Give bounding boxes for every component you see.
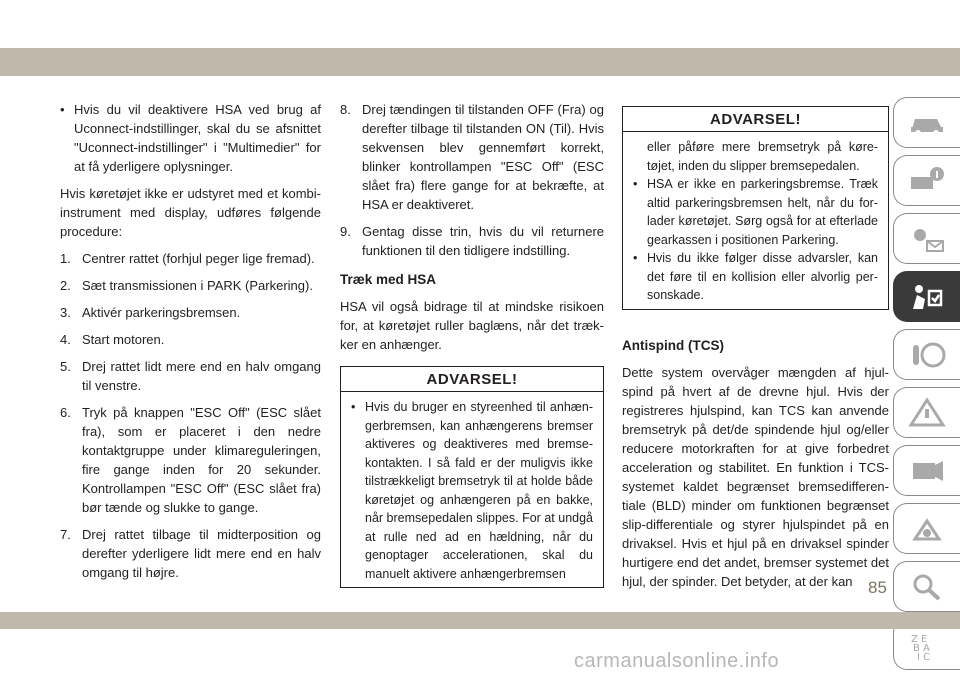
start-drive-icon[interactable] [893, 329, 960, 380]
airbag-person-icon[interactable] [893, 271, 960, 322]
maintenance-icon[interactable] [893, 445, 960, 496]
header-band [0, 48, 960, 76]
column-2 [340, 100, 604, 596]
svg-text:I C: I C [917, 651, 931, 661]
warning-continuation: eller påføre mere bremsetryk på køre-tøjet, inden du slipper bremsepedalen. [647, 140, 878, 173]
step-item: 4. Start motoren. [60, 332, 165, 347]
breakdown-triangle-icon[interactable] [893, 387, 960, 438]
column-3 [622, 106, 889, 599]
warning-box [340, 366, 604, 588]
warning-title: ADVARSEL! [623, 107, 888, 132]
list-item: • Hvis du vil deaktivere HSA ved brug af Uconnect-indstillinger, skal du se afsnittet "Uconnect-indstillinger" i "Multimedier" for at få yderligere oplysninger. [60, 102, 321, 174]
warning-lights-icon[interactable] [893, 213, 960, 264]
step-item: 2. Sæt transmissionen i PARK (Parkering). [60, 278, 313, 293]
paragraph: HSA vil også bidrage til at mindske risikoen for, at køretøjet ruller baglæns, når det træk-ker en anhænger. [340, 299, 604, 352]
warning-bullet: • Hvis du bruger en styreenhed til anhæn-gerbremsen, kan anhængerens bremser aktiveres og deaktiveres med bremse-kontakten. I så fald er der muligvis ikke tilstrækkeligt bremsetryk til at holde både køretøjet og anhængeren på en bakke, når bremsepedalen slippes. For at undgå at rulle ned ad en hældning, når du genoptager accelerationen, skal du manuelt aktivere anhængerbremsen [351, 400, 593, 581]
step-item: 1. Centrer rattet (forhjul peger lige fremad). [60, 251, 315, 266]
search-icon[interactable] [893, 561, 960, 612]
watermark: carmanualsonline.info [574, 650, 780, 672]
step-item: 9. Gentag disse trin, hvis du vil returnere funktionen til den tidligere indstilling. [340, 224, 604, 258]
page-number: 85 [868, 578, 887, 597]
info-icon[interactable] [893, 155, 960, 206]
step-item: 7. Drej rattet tilbage til midterposition og derefter yderligere lidt mere end en halv omgang til højre. [60, 527, 321, 580]
chapter-tabs [893, 97, 960, 677]
column-1 [60, 100, 321, 590]
paragraph: Hvis køretøjet ikke er udstyret med et kombi-instrument med display, udføres følgende procedure: [60, 186, 321, 239]
section-heading: Træk med HSA [340, 272, 437, 287]
step-item: 5. Drej rattet lidt mere end en halv omgang til venstre. [60, 359, 321, 393]
warning-bullet: • Hvis du ikke følger disse advarsler, kan det føre til en kollision eller alvorlig per-sonskade. [633, 251, 878, 302]
footer-band [0, 612, 960, 629]
section-heading: Antispind (TCS) [622, 337, 724, 353]
specifications-icon[interactable] [893, 503, 960, 554]
step-item: 8. Drej tændingen til tilstanden OFF (Fra) og derefter tilbage til tilstanden ON (Til). Hvis sekvensen blev gennemført korrekt, blinker kontrollampen "ESC Off" (ESC slået fra) flere gange for at bekræfte, at HSA er deaktiveret. [340, 102, 604, 212]
svg-text:B A: B A [913, 642, 930, 654]
warning-box [622, 106, 889, 310]
warning-title: ADVARSEL! [341, 367, 603, 392]
paragraph: Dette system overvåger mængden af hjul-spind på hvert af de drevne hjul. Hvis der registreres hjulspind, kan TCS kan anvende bremsetryk på det/de spindende hjul og/eller reducere motorkraften for at give forbedret acceleration og stabilitet. En funktion i TCS-systemet kaldet begrænset bremsedifferen-tiale (BLD) minder om funktionen begrænset slip-differentiale og styrer hjulspindet på en drivaksel. Hvis et hjul på en drivaksel spinder hurtigere end det andet, bremser systemet det hjul, der spinder. Det betyder, at der kan [622, 364, 889, 589]
car-icon[interactable] [893, 97, 960, 148]
warning-bullet: • HSA er ikke en parkeringsbremse. Træk altid parkeringsbremsen helt, når du for-lader køretøjet. Sørg også for at efterlade gearkassen i positionen Parkering. [633, 177, 878, 247]
step-item: 3. Aktivér parkeringsbremsen. [60, 305, 241, 320]
svg-text:Z E: Z E [911, 633, 928, 645]
step-item: 6. Tryk på knappen "ESC Off" (ESC slået fra), som er placeret i den nedre kontaktgruppe under klimareguleringen, fire gange inden for 20 sekunder. Kontrollampen "ESC Off" (ESC slået fra) bør tænde og slukke to gange. [60, 405, 321, 515]
